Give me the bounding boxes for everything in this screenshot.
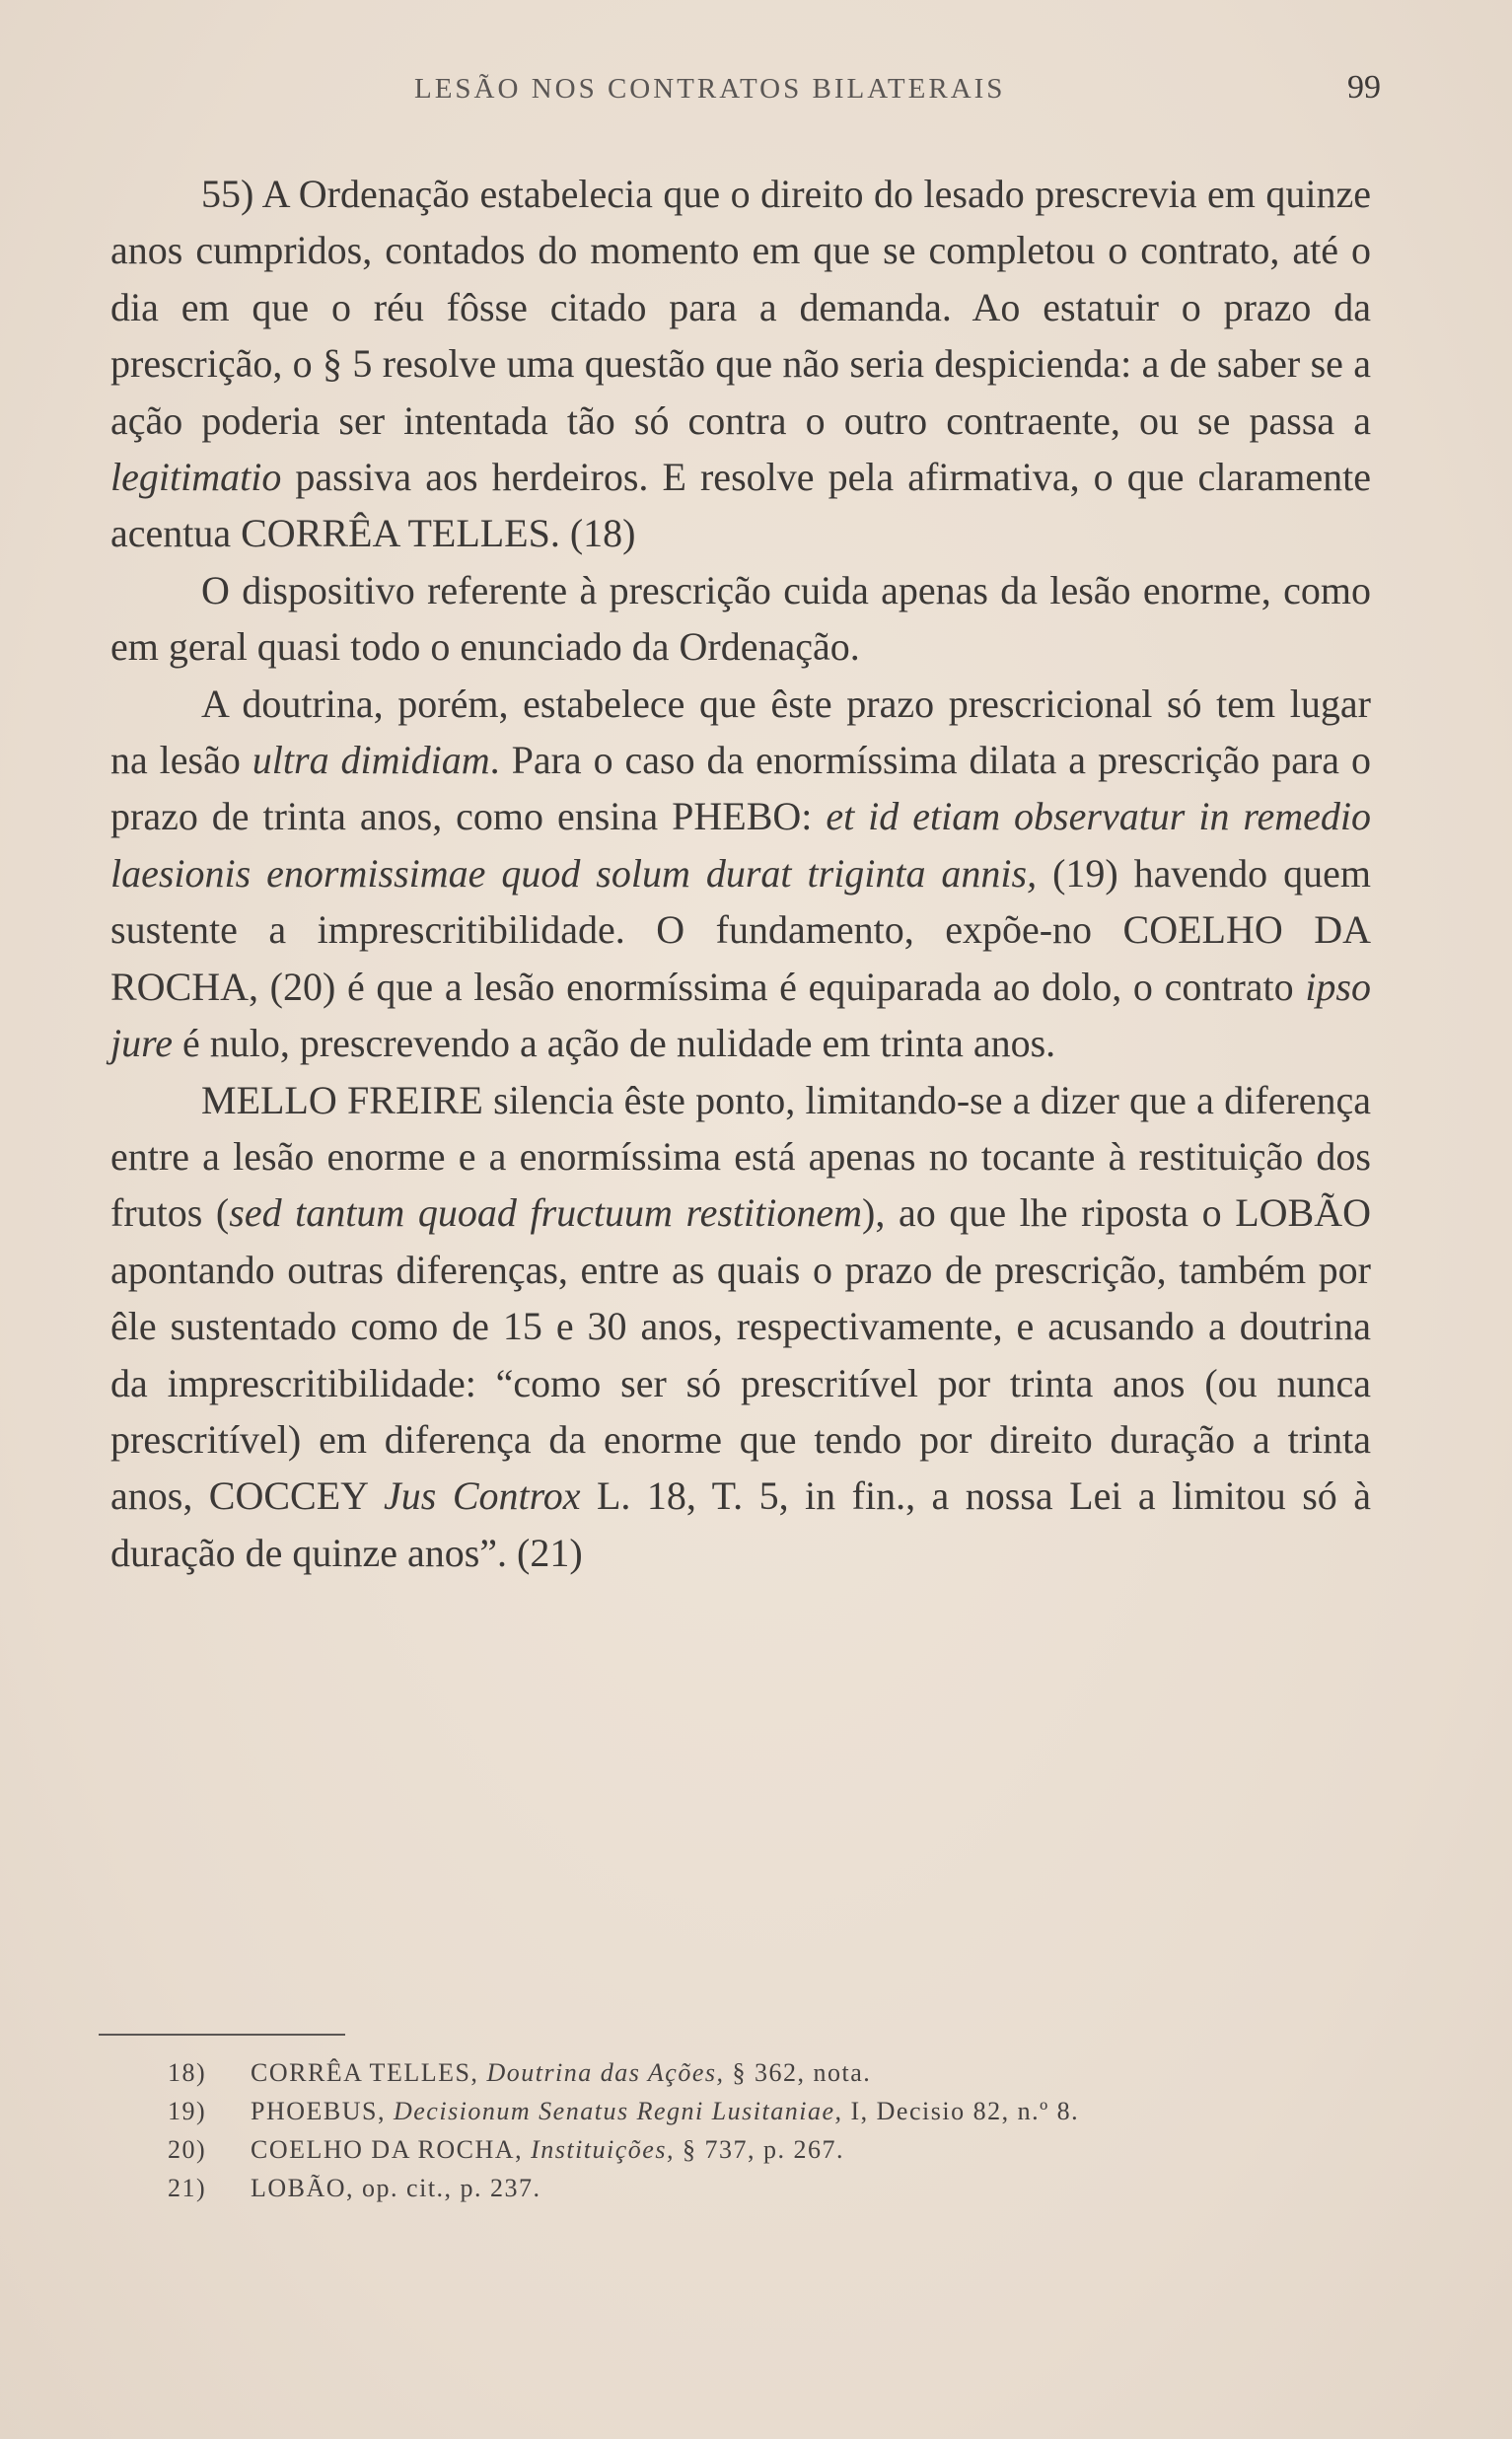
text-run: PHOEBUS, xyxy=(251,2097,394,2125)
text-run: ), ao que lhe riposta o LOBÃO apontando outras diferenças, entre as quais o prazo de prescrição, também por êle sustentado como de 15 e 30 anos, respectivamente, e acusando a doutrina da imprescritibilidade: “como ser só prescritível por trinta anos (ou nunca prescritível) em diferença da enorme que tendo por direito duração a trinta anos, COCCEY xyxy=(110,1190,1371,1519)
footnote-number: 20) xyxy=(168,2135,207,2164)
text-run: O dispositivo referente à prescrição cuida apenas da lesão enorme, como em geral quasi todo o enunciado da Ordenação. xyxy=(110,567,1371,670)
footnotes xyxy=(168,2053,1371,2207)
text-run: I, Decisio 82, n.º 8. xyxy=(842,2097,1080,2125)
footnote xyxy=(168,2169,1371,2207)
italic-text: Doutrina das Ações, xyxy=(486,2058,725,2087)
text-run: A doutrina, porém, estabelece que êste prazo prescricional só tem lugar na lesão xyxy=(110,681,1371,783)
italic-text: Instituições, xyxy=(531,2135,675,2164)
footnote-number: 21) xyxy=(168,2174,207,2202)
text-run: 55) A Ordenação estabelecia que o direito do lesado prescrevia em quinze anos cumpridos, contados do momento em que se completou o contrato, até o dia em que o réu fôsse citado para a demanda. Ao estatuir o prazo da prescrição, o § 5 resolve uma questão que não seria despicienda: a de saber se a ação poderia ser intentada tão só contra o outro contraente, ou se passa a xyxy=(110,172,1371,443)
footnote xyxy=(168,2130,1371,2169)
text-run: § 362, nota. xyxy=(724,2058,872,2087)
text-run: L. 18, T. 5, in fin., a nossa Lei a limitou só à duração de quinze anos”. (21) xyxy=(110,1473,1371,1575)
text-run: LOBÃO, op. cit., p. 237. xyxy=(251,2174,541,2202)
footnote xyxy=(168,2053,1371,2092)
italic-text: Decisionum Senatus Regni Lusitaniae, xyxy=(393,2097,843,2125)
italic-text: Jus Controx xyxy=(384,1473,581,1519)
footnote-number: 19) xyxy=(168,2097,207,2125)
text-run: (19) havendo quem sustente a imprescritibilidade. O fundamento, expõe-no COELHO DA ROCHA, (20) é que a lesão enormíssima é equiparada ao dolo, o contrato xyxy=(110,850,1371,1009)
footnote xyxy=(168,2092,1371,2130)
main-text xyxy=(110,166,1371,1581)
page-number: 99 xyxy=(1347,69,1381,106)
italic-text: ipso jure xyxy=(110,964,1371,1066)
footnote-separator xyxy=(99,2034,345,2036)
text-run: passiva aos herdeiros. E resolve pela afirmativa, o que claramente acentua CORRÊA TELLES. (18) xyxy=(110,455,1371,556)
paragraph xyxy=(110,562,1371,676)
italic-text: legitimatio xyxy=(110,455,282,500)
paragraph xyxy=(110,166,1371,562)
text-run: § 737, p. 267. xyxy=(674,2135,844,2164)
text-run: COELHO DA ROCHA, xyxy=(251,2135,532,2164)
text-run: . Para o caso da enormíssima dilata a prescrição para o prazo de trinta anos, como ensina PHEBO: xyxy=(110,738,1371,839)
paragraph xyxy=(110,676,1371,1072)
text-run: CORRÊA TELLES, xyxy=(251,2058,487,2087)
footnote-number: 18) xyxy=(168,2058,207,2087)
paragraph xyxy=(110,1072,1371,1582)
italic-text: sed tantum quoad fructuum restitionem xyxy=(229,1190,863,1236)
italic-text: ultra dimidiam xyxy=(252,738,490,783)
italic-text: et id etiam observatur in remedio laesionis enormissimae quod solum durat triginta annis, xyxy=(110,794,1371,896)
text-run: MELLO FREIRE silencia êste ponto, limitando-se a dizer que a diferença entre a lesão enorme e a enormíssima está apenas no tocante à restituição dos frutos ( xyxy=(110,1077,1371,1236)
page-header xyxy=(0,69,1512,118)
running-title: LESÃO NOS CONTRATOS BILATERAIS xyxy=(414,73,1006,105)
text-run: é nulo, prescrevendo a ação de nulidade em trinta anos. xyxy=(172,1021,1056,1066)
